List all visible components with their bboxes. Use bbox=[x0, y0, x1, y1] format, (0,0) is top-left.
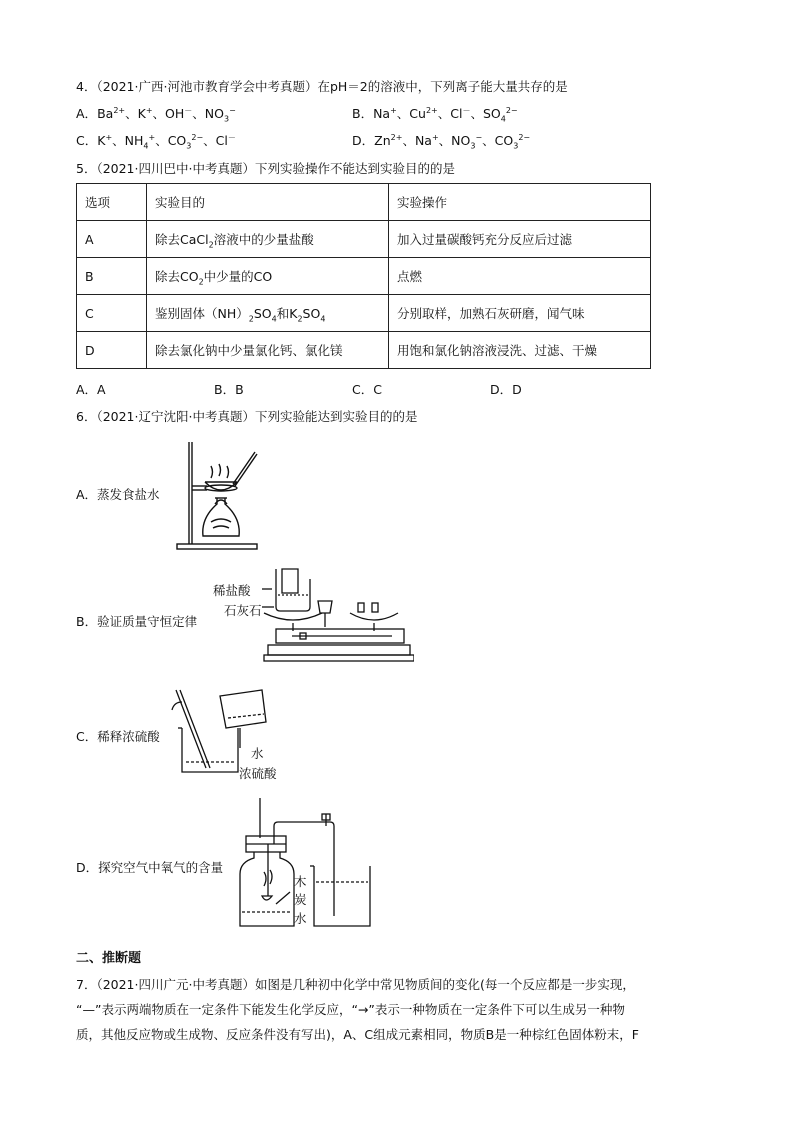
balance-apparatus-image bbox=[262, 565, 414, 665]
table-row bbox=[77, 221, 651, 258]
row-option: D bbox=[77, 332, 147, 369]
header-operation: 实验操作 bbox=[389, 184, 651, 221]
q4-option-d: D．$Zn^{2+}$、Na+、$NO_3^-$、$CO_3^{2-}$ bbox=[352, 132, 531, 151]
row-option: B bbox=[77, 258, 147, 295]
label-conc-sulfuric-acid: 浓硫酸 bbox=[239, 766, 277, 781]
q6-option-c: C．稀释浓硫酸 bbox=[76, 729, 160, 744]
q4-stem: 4．（2021·广西·河池市教育学会中考真题）在pH＝2的溶液中，下列离子能大量共存的是 bbox=[76, 79, 568, 94]
table-row bbox=[77, 295, 651, 332]
row-operation: 用饱和氯化钠溶液浸洗、过滤、干燥 bbox=[389, 332, 651, 369]
q6-option-d: D．探究空气中氧气的含量 bbox=[76, 860, 224, 875]
section-heading: 二、推断题 bbox=[76, 951, 142, 966]
q6-option-b: B．验证质量守恒定律 bbox=[76, 614, 198, 629]
header-option: 选项 bbox=[77, 184, 147, 221]
q6-option-a: A．蒸发食盐水 bbox=[76, 487, 160, 502]
row-operation: 加入过量碳酸钙充分反应后过滤 bbox=[389, 221, 651, 258]
label-limestone: 石灰石 bbox=[224, 603, 262, 618]
q5-answer-a: A．A bbox=[76, 382, 106, 397]
q4-option-a: A．$Ba^{2+}$、K+、OH－、$NO_3^-$ bbox=[76, 105, 236, 124]
q4-option-b: B．Na+、$Cu^{2+}$、Cl－、$SO_4^{2-}$ bbox=[352, 105, 518, 124]
q7-line-1: 7．（2021·四川广元·中考真题）如图是几种初中化学中常见物质间的变化(每一个反应都是一步实现， bbox=[76, 977, 635, 992]
q5-table bbox=[76, 183, 651, 369]
row-goal: 除去氯化钠中少量氯化钙、氯化镁 bbox=[147, 332, 389, 369]
q5-answer-d: D．D bbox=[490, 382, 522, 397]
row-option: C bbox=[77, 295, 147, 332]
q4-option-c: C．K+、$NH_4^+$、$CO_3^{2-}$、Cl－ bbox=[76, 132, 236, 151]
q7-line-2: “—”表示两端物质在一定条件下能发生化学反应，“→”表示一种物质在一定条件下可以生成另一种物 bbox=[76, 1002, 625, 1017]
q5-answer-b: B．B bbox=[214, 382, 244, 397]
label-dilute-hcl: 稀盐酸 bbox=[213, 583, 251, 598]
table-row bbox=[77, 332, 651, 369]
q6-stem: 6．（2021·辽宁沈阳·中考真题）下列实验能达到实验目的的是 bbox=[76, 409, 418, 424]
row-operation: 点燃 bbox=[389, 258, 651, 295]
label-water-d: 水 bbox=[294, 911, 307, 926]
row-option: A bbox=[77, 221, 147, 258]
table-row bbox=[77, 258, 651, 295]
q7-line-3: 质，其他反应物或生成物、反应条件没有写出)，A、C组成元素相同，物质B是一种棕红色固体粉末，F bbox=[76, 1027, 639, 1042]
header-goal: 实验目的 bbox=[147, 184, 389, 221]
label-charcoal-2: 炭 bbox=[294, 892, 307, 907]
row-operation: 分别取样，加熟石灰研磨，闻气味 bbox=[389, 295, 651, 332]
row-goal: 除去$CO_2$中少量的CO bbox=[147, 258, 389, 295]
row-goal: 除去CaCl$_2$溶液中的少量盐酸 bbox=[147, 221, 389, 258]
label-water: 水 bbox=[251, 746, 264, 761]
q5-stem: 5．（2021·四川巴中·中考真题）下列实验操作不能达到实验目的的是 bbox=[76, 161, 455, 176]
table-header-row bbox=[77, 184, 651, 221]
q5-answer-c: C．C bbox=[352, 382, 382, 397]
evaporation-apparatus-image bbox=[175, 438, 265, 553]
row-goal: 鉴别固体$(NH)_2SO_4$和$K_2SO_4$ bbox=[147, 295, 389, 332]
label-charcoal-1: 木 bbox=[294, 874, 307, 889]
